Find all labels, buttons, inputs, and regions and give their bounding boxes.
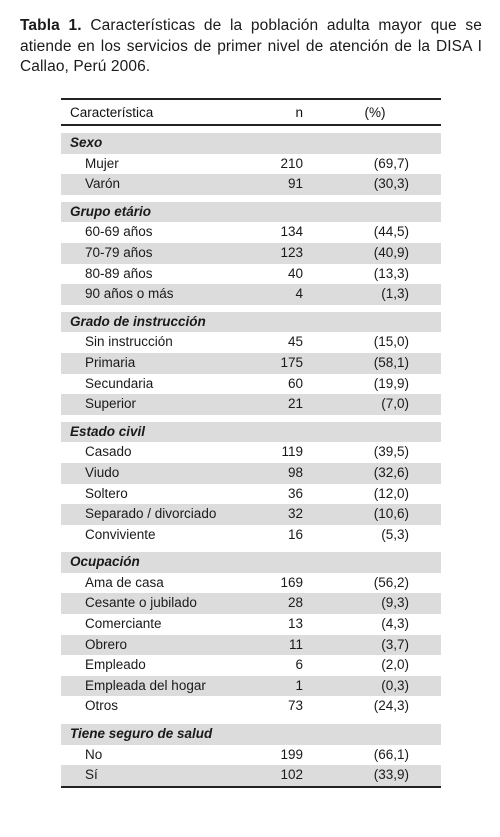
spacer-cell: [61, 415, 441, 422]
row-label: 60-69 años: [85, 224, 153, 240]
header-percent: (%): [309, 99, 441, 125]
row-label: Sí: [61, 765, 243, 787]
row-percent: (5,3): [381, 526, 409, 542]
row-percent: (32,6): [309, 463, 441, 484]
row-percent: (69,7): [373, 155, 409, 171]
group-spacer: [61, 545, 441, 552]
header-characteristic: Característica: [61, 99, 243, 125]
table-row: [61, 463, 441, 484]
row-n: 36: [287, 485, 303, 501]
category-label: Ocupación: [61, 552, 441, 573]
row-label: Ama de casa: [85, 574, 164, 590]
row-n: 11: [243, 635, 309, 656]
table-header-row: [61, 99, 441, 125]
row-label: 90 años o más: [61, 284, 243, 305]
row-n: 119: [281, 444, 303, 460]
row-percent: (39,5): [373, 444, 409, 460]
row-n: 13: [287, 616, 303, 632]
category-label: Tiene seguro de salud: [61, 724, 441, 745]
row-percent: (40,9): [309, 243, 441, 264]
table-row: [61, 484, 441, 505]
row-percent: (24,3): [373, 698, 409, 714]
row-n: 169: [280, 574, 303, 590]
table-row: [61, 284, 441, 305]
table-row: [61, 696, 441, 717]
table-row: [61, 154, 441, 175]
spacer-cell: [61, 545, 441, 552]
row-percent: (13,3): [373, 265, 409, 281]
row-n: 102: [243, 765, 309, 787]
group-spacer: [61, 125, 441, 133]
row-percent: (58,1): [309, 353, 441, 374]
row-n: 98: [243, 463, 309, 484]
table-row: [61, 593, 441, 614]
row-n: 91: [243, 174, 309, 195]
group-spacer: [61, 305, 441, 312]
table-caption: [20, 16, 482, 78]
row-n: 73: [287, 698, 303, 714]
table-row: [61, 353, 441, 374]
row-n: 16: [287, 526, 303, 542]
row-label: Casado: [85, 444, 132, 460]
category-label: Grado de instrucción: [61, 312, 441, 333]
row-percent: (2,0): [381, 657, 409, 673]
table-body: [61, 125, 441, 787]
category-row: [61, 312, 441, 333]
row-label: Secundaria: [85, 375, 154, 391]
spacer-cell: [61, 717, 441, 724]
row-percent: (7,0): [309, 394, 441, 415]
spacer-cell: [61, 305, 441, 312]
row-percent: (33,9): [309, 765, 441, 787]
row-n: 123: [243, 243, 309, 264]
row-percent: (4,3): [381, 616, 409, 632]
row-label: Cesante o jubilado: [61, 593, 243, 614]
row-n: 4: [243, 284, 309, 305]
row-percent: (12,0): [373, 485, 409, 501]
row-label: Otros: [85, 698, 119, 714]
category-label: Estado civil: [61, 422, 441, 443]
row-n: 134: [280, 224, 303, 240]
table-row: [61, 765, 441, 787]
table-row: [61, 222, 441, 243]
row-percent: (30,3): [309, 174, 441, 195]
row-n: 32: [243, 504, 309, 525]
table-row: [61, 504, 441, 525]
row-percent: (10,6): [309, 504, 441, 525]
row-percent: (66,1): [373, 746, 409, 762]
category-row: [61, 133, 441, 154]
row-n: 199: [280, 746, 303, 762]
row-label: Soltero: [85, 485, 128, 501]
table-row: [61, 442, 441, 463]
caption-text: Características de la población adulta mayor que se atiende en los servicios de primer nivel de atención de la DISA I Callao, Perú 2006.: [20, 17, 482, 75]
row-percent: (0,3): [309, 676, 441, 697]
row-percent: (1,3): [309, 284, 441, 305]
row-n: 60: [287, 375, 303, 391]
row-label: Primaria: [61, 353, 243, 374]
row-percent: (3,7): [309, 635, 441, 656]
spacer-cell: [61, 125, 441, 133]
table-row: [61, 243, 441, 264]
characteristics-table-container: [61, 98, 441, 788]
row-n: 40: [287, 265, 303, 281]
category-row: [61, 422, 441, 443]
characteristics-table: [61, 98, 441, 788]
row-n: 6: [295, 657, 303, 673]
row-n: 28: [243, 593, 309, 614]
group-spacer: [61, 717, 441, 724]
category-row: [61, 724, 441, 745]
row-label: Conviviente: [85, 526, 156, 542]
row-label: 70-79 años: [61, 243, 243, 264]
row-label: Separado / divorciado: [61, 504, 243, 525]
table-row: [61, 394, 441, 415]
row-n: 210: [280, 155, 303, 171]
table-row: [61, 374, 441, 395]
row-n: 175: [243, 353, 309, 374]
spacer-cell: [61, 195, 441, 202]
table-row: [61, 635, 441, 656]
row-percent: (15,0): [373, 334, 409, 350]
table-row: [61, 676, 441, 697]
table-row: [61, 745, 441, 766]
table-row: [61, 525, 441, 546]
row-label: No: [85, 746, 103, 762]
row-label: Empleado: [85, 657, 146, 673]
row-label: Obrero: [61, 635, 243, 656]
row-percent: (19,9): [373, 375, 409, 391]
category-label: Sexo: [61, 133, 441, 154]
row-percent: (44,5): [373, 224, 409, 240]
category-row: [61, 202, 441, 223]
table-row: [61, 614, 441, 635]
row-n: 1: [243, 676, 309, 697]
table-row: [61, 264, 441, 285]
row-n: 45: [287, 334, 303, 350]
group-spacer: [61, 415, 441, 422]
table-row: [61, 174, 441, 195]
table-row: [61, 655, 441, 676]
row-label: Mujer: [85, 155, 119, 171]
group-spacer: [61, 195, 441, 202]
row-label: Viudo: [61, 463, 243, 484]
row-n: 21: [243, 394, 309, 415]
category-label: Grupo etário: [61, 202, 441, 223]
row-label: Superior: [61, 394, 243, 415]
table-row: [61, 332, 441, 353]
row-label: Varón: [61, 174, 243, 195]
row-percent: (9,3): [309, 593, 441, 614]
row-percent: (56,2): [373, 574, 409, 590]
row-label: 80-89 años: [85, 265, 153, 281]
caption-label: Tabla 1.: [20, 17, 82, 34]
table-row: [61, 573, 441, 594]
row-label: Empleada del hogar: [61, 676, 243, 697]
row-label: Sin instrucción: [85, 334, 173, 350]
row-label: Comerciante: [85, 616, 162, 632]
category-row: [61, 552, 441, 573]
header-n: n: [243, 99, 309, 125]
